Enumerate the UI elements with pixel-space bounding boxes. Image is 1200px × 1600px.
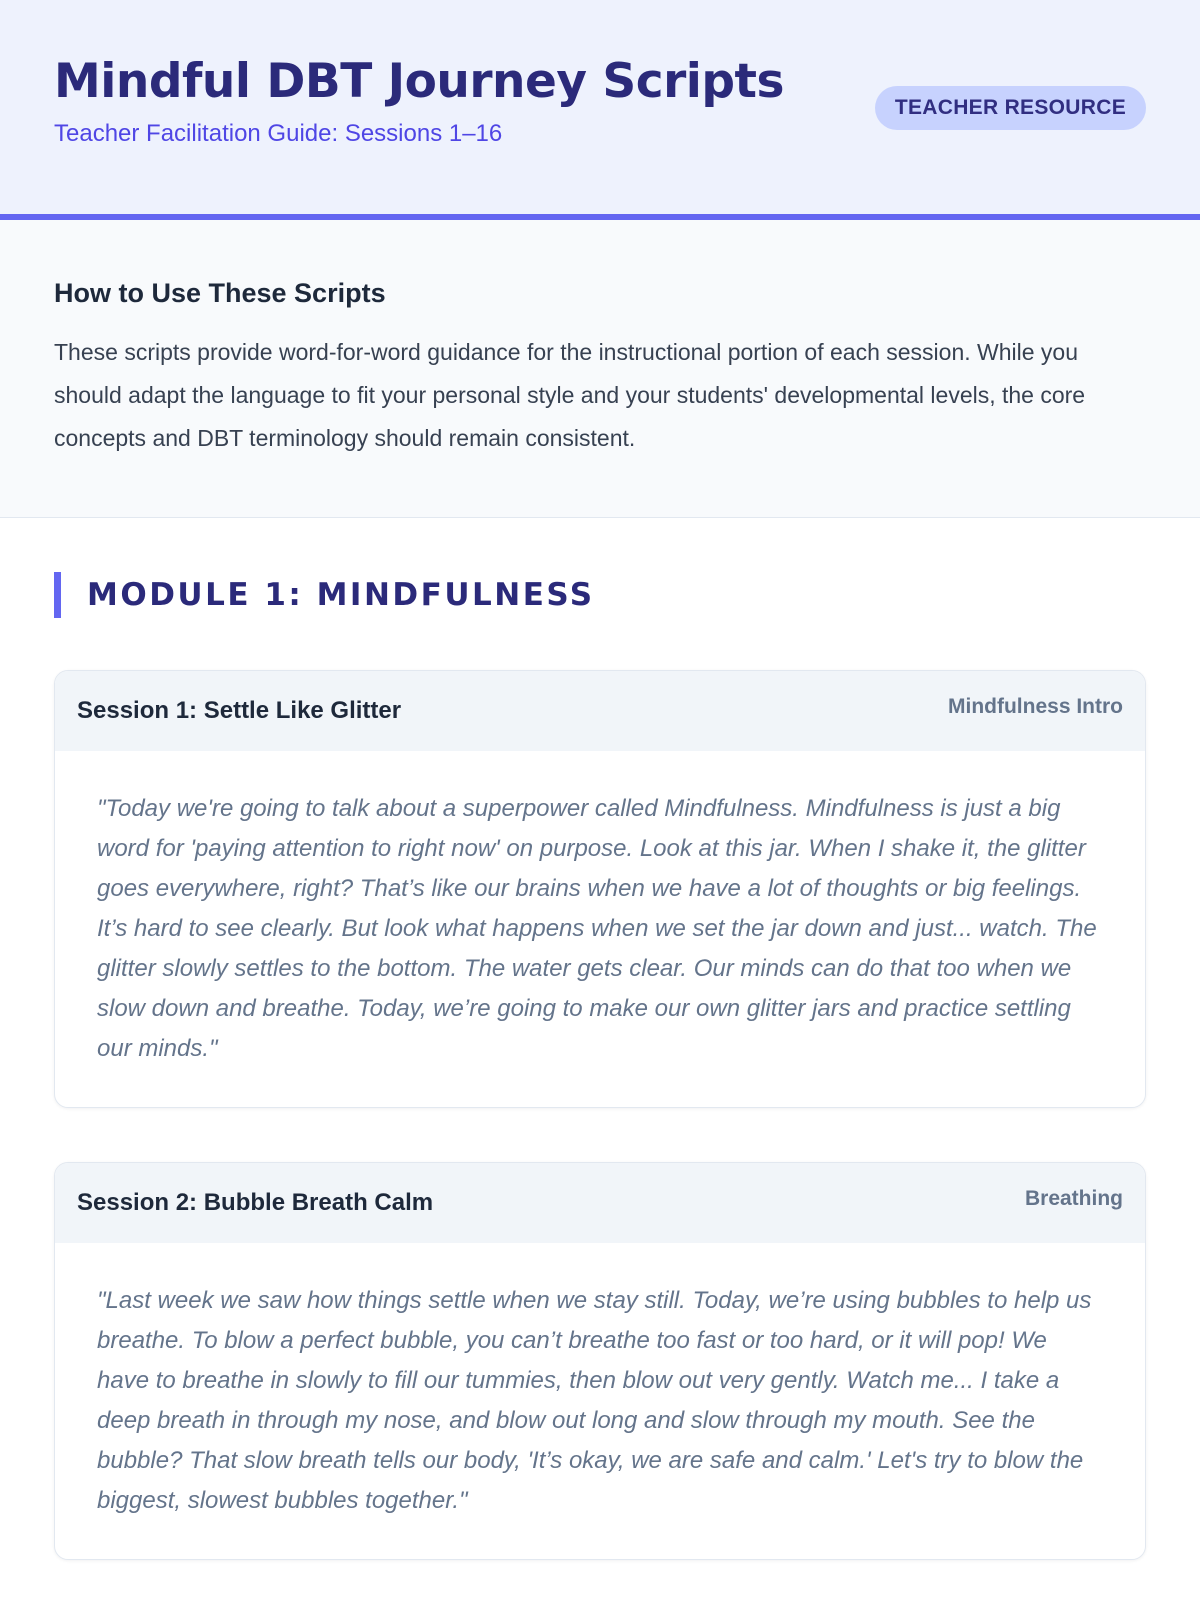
module-section bbox=[0, 518, 1200, 1560]
session-title: Session 2: Bubble Breath Calm bbox=[77, 1189, 434, 1216]
how-to-use-section bbox=[0, 220, 1200, 518]
page-title: Mindful DBT Journey Scripts bbox=[54, 54, 784, 109]
session-tag: Mindfulness Intro bbox=[948, 695, 1123, 718]
module-title: MODULE 1: MINDFULNESS bbox=[87, 577, 595, 613]
session-card bbox=[54, 670, 1146, 1108]
session-title: Session 1: Settle Like Glitter bbox=[77, 697, 402, 724]
session-card-header bbox=[55, 671, 1145, 751]
how-to-use-title: How to Use These Scripts bbox=[54, 278, 386, 308]
module-heading bbox=[54, 572, 1146, 618]
session-card-header bbox=[55, 1163, 1145, 1243]
page-header bbox=[0, 0, 1200, 220]
session-card bbox=[54, 1162, 1146, 1560]
how-to-use-body: These scripts provide word-for-word guidance for the instructional portion of each session. While you should adapt the language to fit your personal style and your students' developmental levels, the core concepts and DBT terminology should remain consistent. bbox=[54, 339, 1086, 451]
page-subtitle: Teacher Facilitation Guide: Sessions 1–16 bbox=[54, 120, 503, 147]
session-script: "Last week we saw how things settle when we stay still. Today, we’re using bubbles to help us breathe. To blow a perfect bubble, you can’t breathe too fast or too hard, or it will pop! We have to breathe in slowly to fill our tummies, then blow out very gently. Watch me... I take a deep breath in through my nose, and blow out long and slow through my mouth. See the bubble? That slow breath tells our body, 'It’s okay, we are safe and calm.' Let's try to blow the biggest, slowest bubbles together." bbox=[97, 1287, 1092, 1514]
session-tag: Breathing bbox=[1024, 1187, 1123, 1210]
session-script: "Today we're going to talk about a superpower called Mindfulness. Mindfulness is just a big word for 'paying attention to right now' on purpose. Look at this jar. When I shake it, the glitter goes everywhere, right? That’s like our brains when we have a lot of thoughts or big feelings. It’s hard to see clearly. But look what happens when we set the jar down and just... watch. The glitter slowly settles to the bottom. The water gets clear. Our minds can do that too when we slow down and breathe. Today, we’re going to make our own glitter jars and practice settling our minds." bbox=[97, 795, 1097, 1062]
teacher-resource-badge: TEACHER RESOURCE bbox=[875, 86, 1146, 130]
module-accent-bar bbox=[54, 572, 61, 618]
